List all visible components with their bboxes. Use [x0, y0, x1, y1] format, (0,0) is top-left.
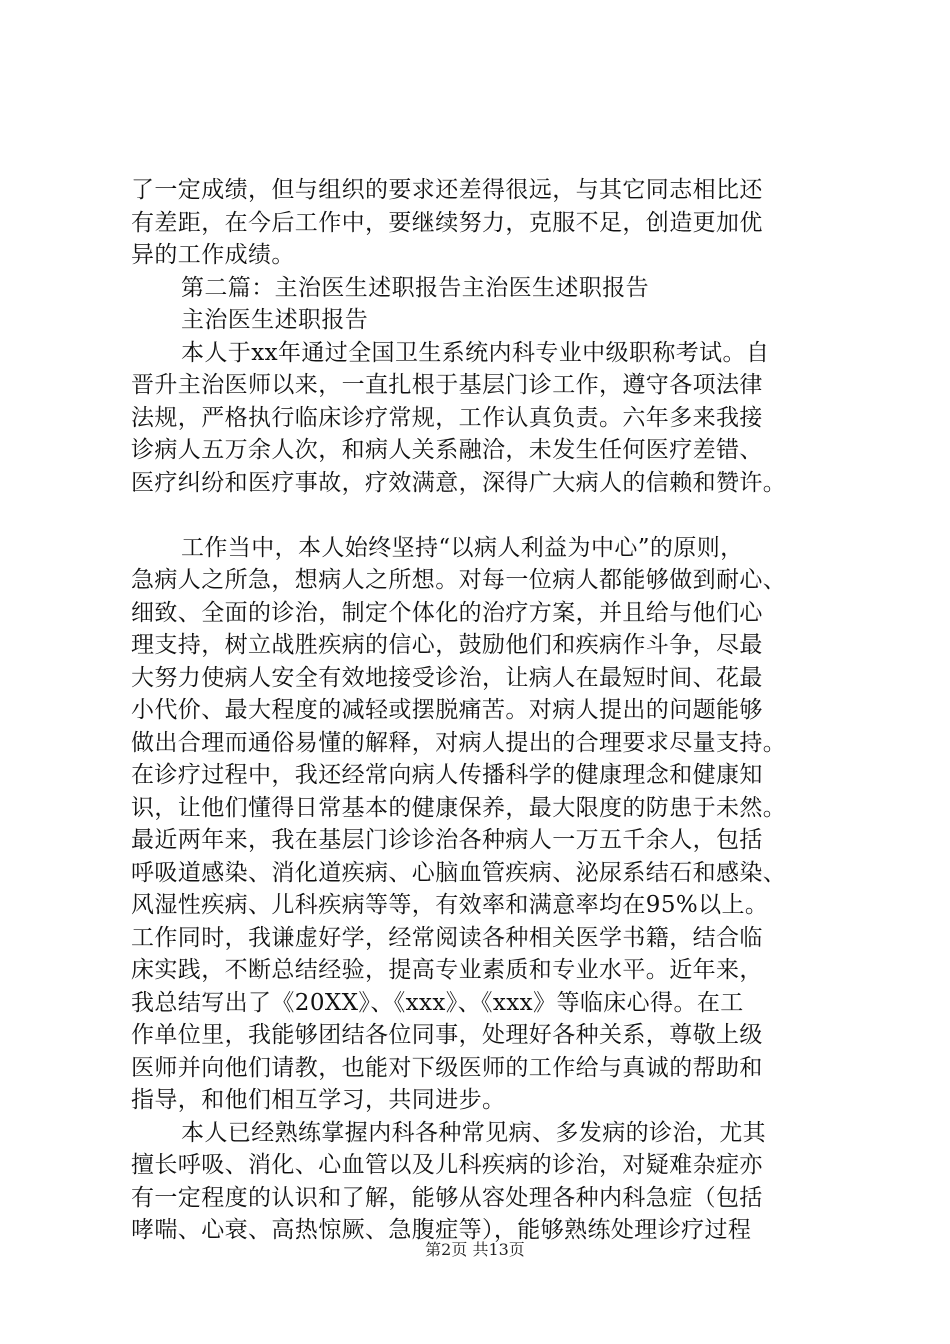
text-line: 呼吸道感染、消化道疾病、心脑血管疾病、泌尿系结石和感染、	[131, 859, 787, 886]
text-line: 细致、全面的诊治，制定个体化的治疗方案，并且给与他们心	[131, 599, 763, 626]
text-line: 法规，严格执行临床诊疗常规，工作认真负责。六年多来我接	[131, 404, 763, 431]
text-line: 本人于xx年通过全国卫生系统内科专业中级职称考试。自	[181, 339, 770, 366]
text-line: 工作当中，本人始终坚持“以病人利益为中心”的原则，	[181, 534, 744, 561]
text-line: 理支持，树立战胜疾病的信心，鼓励他们和疾病作斗争，尽最	[131, 632, 763, 658]
text-line: 诊病人五万余人次，和病人关系融洽，未发生任何医疗差错、	[131, 437, 763, 463]
text-line: 我总结写出了《20XX》、《xxx》、《xxx》等临床心得。在工	[131, 989, 744, 1016]
text-line: 风湿性疾病、儿科疾病等等，有效率和满意率均在95%以上。	[131, 892, 769, 918]
text-line: 哮喘、心衰、高热惊厥、急腹症等），能够熟练处理诊疗过程	[131, 1217, 752, 1243]
page-number: 第2页 共13页	[425, 1240, 525, 1259]
text-line: 工作同时，我谦虚好学，经常阅读各种相关医学书籍，结合临	[131, 924, 763, 951]
text-line: 指导，和他们相互学习，共同进步。	[131, 1087, 506, 1113]
text-line: 异的工作成绩。	[131, 242, 295, 268]
text-line: 作单位里，我能够团结各位同事，处理好各种关系，尊敬上级	[131, 1022, 763, 1048]
text-line: 有一定程度的认识和了解，能够从容处理各种内科急症（包括	[131, 1184, 763, 1211]
text-line: 晋升主治医师以来，一直扎根于基层门诊工作，遵守各项法律	[131, 372, 763, 398]
text-line: 擅长呼吸、消化、心血管以及儿科疾病的诊治，对疑难杂症亦	[131, 1152, 763, 1178]
text-line: 最近两年来，我在基层门诊诊治各种病人一万五千余人，包括	[131, 827, 763, 853]
document-body	[131, 174, 831, 1247]
text-line: 有差距，在今后工作中，要继续努力，克服不足，创造更加优	[131, 209, 763, 236]
text-line: 做出合理而通俗易懂的解释，对病人提出的合理要求尽量支持。	[131, 729, 787, 756]
text-line: 小代价、最大程度的减轻或摆脱痛苦。对病人提出的问题能够	[131, 697, 763, 723]
text-line: 医疗纠纷和医疗事故，疗效满意，深得广大病人的信赖和赞许。	[131, 469, 787, 496]
text-line: 了一定成绩，但与组织的要求还差得很远，与其它同志相比还	[131, 177, 763, 203]
section-heading: 第二篇：主治医生述职报告主治医生述职报告	[181, 274, 649, 301]
text-line: 识，让他们懂得日常基本的健康保养，最大限度的防患于未然。	[131, 794, 787, 821]
report-title: 主治医生述职报告	[181, 307, 369, 333]
text-line: 在诊疗过程中，我还经常向病人传播科学的健康理念和健康知	[131, 762, 763, 788]
text-line: 本人已经熟练掌握内科各种常见病、多发病的诊治，尤其	[181, 1119, 766, 1146]
blank-line	[131, 499, 831, 532]
text-line: 医师并向他们请教，也能对下级医师的工作给与真诚的帮助和	[131, 1054, 763, 1081]
text-line: 急病人之所急，想病人之所想。对每一位病人都能够做到耐心、	[131, 567, 787, 593]
text-line: 床实践，不断总结经验，提高专业素质和专业水平。近年来，	[131, 957, 763, 983]
text-line: 大努力使病人安全有效地接受诊治，让病人在最短时间、花最	[131, 664, 763, 691]
